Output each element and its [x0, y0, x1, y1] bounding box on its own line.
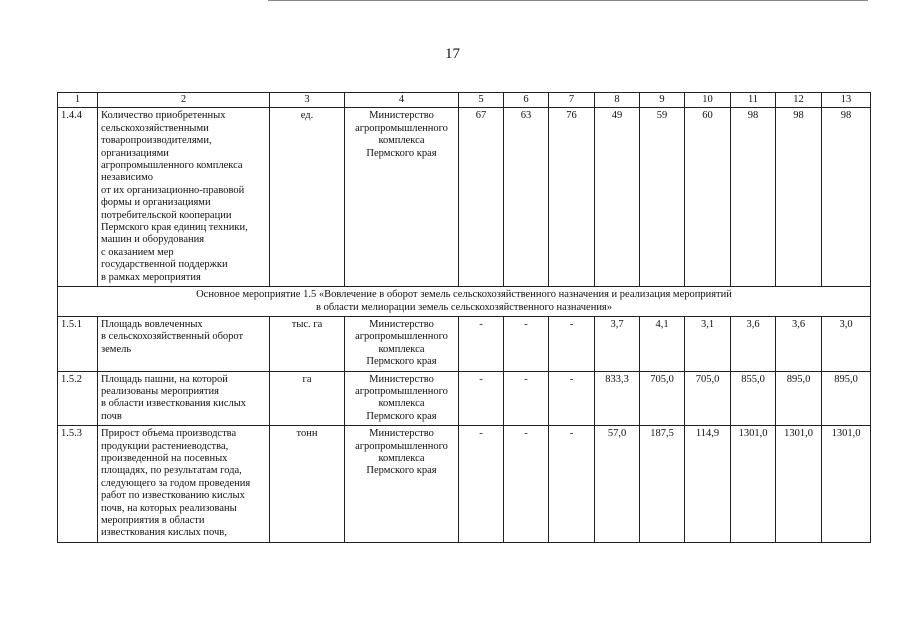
header-cell: 1 — [58, 93, 98, 108]
name-line: площадях, по результатам года, — [101, 465, 242, 477]
name-line: Пермского края единиц техники, — [101, 222, 248, 234]
name-line: известкования кислых почв, — [101, 527, 227, 539]
name-line: организациями — [101, 147, 169, 159]
name-line: Площадь пашни, на которой — [101, 373, 228, 385]
name-line: с оказанием мер — [101, 246, 174, 258]
header-cell: 6 — [504, 93, 549, 108]
table-row — [58, 316, 871, 371]
name-line: государственной поддержки — [101, 259, 228, 271]
indicator-name — [98, 426, 270, 543]
org-line: Министерство — [369, 110, 434, 122]
value-cell: - — [504, 371, 549, 426]
value-cell: - — [549, 371, 595, 426]
org-line: Пермского края — [366, 410, 437, 422]
indicators-table — [57, 92, 871, 543]
org-line: комплекса — [378, 398, 425, 410]
value-cell: - — [459, 426, 504, 543]
value-cell: 67 — [459, 108, 504, 287]
name-line: потребительской кооперации — [101, 209, 232, 221]
org-line: комплекса — [378, 343, 425, 355]
row-number: 1.5.2 — [58, 371, 98, 426]
name-line: произведенной на посевных — [101, 452, 228, 464]
responsible-org — [345, 371, 459, 426]
value-cell: - — [459, 316, 504, 371]
name-line: товаропроизводителями, — [101, 135, 212, 147]
table-row — [58, 426, 871, 543]
org-line: комплекса — [378, 135, 425, 147]
header-cell: 5 — [459, 93, 504, 108]
header-cell: 9 — [640, 93, 685, 108]
name-line: земель — [101, 343, 132, 355]
header-cell: 3 — [270, 93, 345, 108]
value-cell: - — [549, 316, 595, 371]
value-cell: 3,0 — [822, 316, 871, 371]
name-line: реализованы мероприятия — [101, 385, 219, 397]
value-cell: 833,3 — [595, 371, 640, 426]
responsible-org — [345, 316, 459, 371]
name-line: независимо — [101, 172, 153, 184]
name-line: мероприятия в области — [101, 515, 205, 526]
row-number: 1.4.4 — [58, 108, 98, 287]
name-line: машин и оборудования — [101, 234, 205, 246]
top-rule — [268, 0, 868, 1]
header-cell: 2 — [98, 93, 270, 108]
name-line: агропромышленного комплекса — [101, 160, 243, 172]
responsible-org — [345, 426, 459, 543]
name-line: сельскохозяйственными — [101, 122, 209, 134]
value-cell: 60 — [685, 108, 731, 287]
header-cell: 7 — [549, 93, 595, 108]
header-cell: 10 — [685, 93, 731, 108]
name-line: в рамках мероприятия — [101, 271, 201, 283]
value-cell: 98 — [822, 108, 871, 287]
value-cell: - — [504, 426, 549, 543]
value-cell: 98 — [731, 108, 776, 287]
value-cell: 57,0 — [595, 426, 640, 543]
indicator-name — [98, 108, 270, 287]
value-cell: - — [459, 371, 504, 426]
name-line: продукции растениеводства, — [101, 440, 229, 452]
header-row — [58, 93, 871, 108]
unit-cell: га — [270, 371, 345, 426]
value-cell: 114,9 — [685, 426, 731, 543]
value-cell: 4,1 — [640, 316, 685, 371]
responsible-org — [345, 108, 459, 287]
org-line: Министерство — [369, 428, 434, 440]
name-line: почв, на которых реализованы — [101, 502, 237, 514]
name-line: в сельскохозяйственный оборот — [101, 331, 244, 343]
org-line: Пермского края — [366, 356, 437, 368]
org-line: агропромышленного — [355, 122, 448, 134]
org-line: Пермского края — [366, 147, 437, 159]
org-line: Министерство — [369, 318, 434, 330]
header-cell: 12 — [776, 93, 822, 108]
name-line: формы и организациями — [101, 197, 211, 209]
name-line: от их организационно-правовой — [101, 184, 245, 196]
value-cell: - — [549, 426, 595, 543]
org-line: Министерство — [369, 373, 434, 385]
value-cell: 705,0 — [685, 371, 731, 426]
unit-cell: тонн — [270, 426, 345, 543]
value-cell: 76 — [549, 108, 595, 287]
value-cell: 59 — [640, 108, 685, 287]
header-cell: 11 — [731, 93, 776, 108]
table-row — [58, 371, 871, 426]
value-cell: 895,0 — [776, 371, 822, 426]
indicator-name — [98, 316, 270, 371]
name-line: в области известкования кислых — [101, 398, 247, 410]
value-cell: 895,0 — [822, 371, 871, 426]
page-number: 17 — [445, 46, 460, 62]
name-line: Прирост объема производства — [101, 428, 237, 440]
value-cell: 3,6 — [731, 316, 776, 371]
value-cell: 855,0 — [731, 371, 776, 426]
section-heading — [58, 287, 871, 317]
value-cell: 49 — [595, 108, 640, 287]
name-line: почв — [101, 410, 122, 422]
header-cell: 8 — [595, 93, 640, 108]
section-line: Основное мероприятие 1.5 «Вовлечение в оборот земель сельскохозяйственного назначения и реализация мероприятий — [196, 289, 732, 301]
header-cell: 4 — [345, 93, 459, 108]
unit-cell: ед. — [270, 108, 345, 287]
org-line: агропромышленного — [355, 385, 448, 397]
value-cell: 705,0 — [640, 371, 685, 426]
value-cell: 98 — [776, 108, 822, 287]
unit-cell: тыс. га — [270, 316, 345, 371]
value-cell: 1301,0 — [731, 426, 776, 543]
row-number: 1.5.3 — [58, 426, 98, 543]
value-cell: 3,1 — [685, 316, 731, 371]
value-cell: 3,6 — [776, 316, 822, 371]
name-line: работ по известкованию кислых — [101, 490, 245, 502]
section-line: в области мелиорации земель сельскохозяйственного назначения» — [315, 301, 613, 313]
value-cell: 3,7 — [595, 316, 640, 371]
name-line: Количество приобретенных — [101, 110, 226, 122]
org-line: комплекса — [378, 452, 425, 464]
org-line: Пермского края — [366, 465, 437, 477]
name-line: Площадь вовлеченных — [101, 318, 203, 330]
row-number: 1.5.1 — [58, 316, 98, 371]
indicator-name — [98, 371, 270, 426]
value-cell: 1301,0 — [822, 426, 871, 543]
org-line: агропромышленного — [355, 440, 448, 452]
table-row — [58, 108, 871, 287]
section-row — [58, 287, 871, 317]
header-cell: 13 — [822, 93, 871, 108]
value-cell: 63 — [504, 108, 549, 287]
name-line: следующего за годом проведения — [101, 477, 251, 489]
org-line: агропромышленного — [355, 331, 448, 343]
value-cell: 1301,0 — [776, 426, 822, 543]
value-cell: - — [504, 316, 549, 371]
value-cell: 187,5 — [640, 426, 685, 543]
